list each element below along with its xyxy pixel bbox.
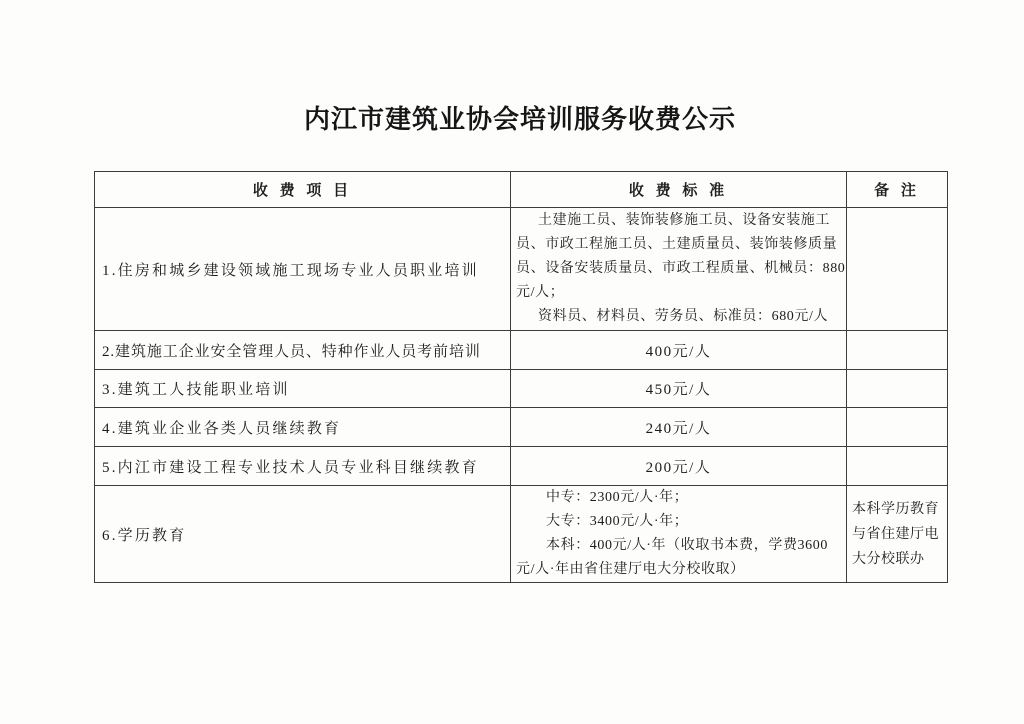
fee-line: 资料员、材料员、劳务员、标准员：680元/人 [538,309,829,324]
fee-table [94,171,948,583]
note-cell [847,447,948,486]
note-line: 与省住建厅电 [852,526,939,542]
item-cell: 6.学历教育 [95,486,511,583]
fee-line: 员、设备安装质量员、市政工程质量、机械员：880 [516,261,846,276]
fee-cell: 200元/人 [511,447,847,486]
fee-line: 元/人； [516,285,565,300]
page-title: 内江市建筑业协会培训服务收费公示 [303,105,736,134]
header-item-column: 收 费 项 目 [95,172,511,208]
item-cell: 1.住房和城乡建设领域施工现场专业人员职业培训 [95,208,511,331]
item-cell: 2.建筑施工企业安全管理人员、特种作业人员考前培训 [95,331,511,370]
note-line: 大分校联办 [852,551,925,567]
table-row [95,331,948,370]
note-cell [847,370,948,408]
fee-cell: 450元/人 [511,370,847,408]
fee-line: 员、市政工程施工员、土建质量员、装饰装修质量 [516,237,838,252]
fee-line: 中专：2300元/人·年； [546,490,689,505]
table-row [95,408,948,447]
header-note-column: 备 注 [847,172,948,208]
note-line: 本科学历教育 [852,501,939,517]
item-cell: 3.建筑工人技能职业培训 [95,370,511,408]
table-row [95,370,948,408]
fee-cell [511,486,847,583]
header-fee-column: 收 费 标 准 [511,172,847,208]
fee-line: 本科：400元/人·年（收取书本费，学费3600 [546,538,828,553]
table-header-row [95,172,948,208]
note-cell [847,331,948,370]
fee-line: 土建施工员、装饰装修施工员、设备安装施工 [538,213,830,228]
note-cell [847,208,948,331]
table-row [95,208,948,331]
table-row [95,447,948,486]
fee-cell [511,208,847,331]
table-row [95,486,948,583]
fee-line: 大专：3400元/人·年； [546,514,689,529]
item-cell: 5.内江市建设工程专业技术人员专业科目继续教育 [95,447,511,486]
item-cell: 4.建筑业企业各类人员继续教育 [95,408,511,447]
fee-cell: 400元/人 [511,331,847,370]
fee-line: 元/人·年由省住建厅电大分校收取） [516,562,745,577]
fee-cell: 240元/人 [511,408,847,447]
note-cell [847,486,948,583]
note-cell [847,408,948,447]
